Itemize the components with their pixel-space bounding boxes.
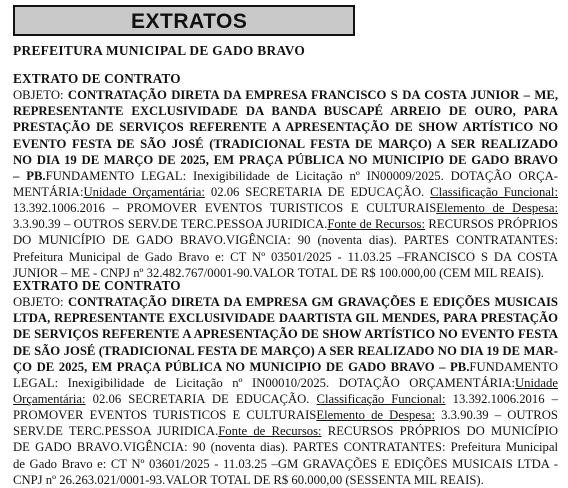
text-span: 13.392.1006.2016 – (445, 391, 558, 406)
bold-text: DE SÃO JOSÉ (TRADICIONAL FESTA DE MARÇO) A SER REALIZADO NO DIA 19 DE MAR- (13, 343, 558, 358)
text-line (13, 119, 558, 135)
underlined-label: Classificação Funcional: (430, 184, 558, 199)
bold-text: NO DIA 19 DE MARÇO DE 2025, EM PRAÇA PÚBLICA NO MUNICIPIO DE GADO BRAVO (13, 152, 558, 167)
text-line (13, 184, 558, 200)
contract-extract-title: EXTRATO DE CONTRATO (13, 278, 181, 293)
text-line (13, 439, 558, 455)
text-line (13, 423, 558, 439)
text-span: MENTÁRIA: (13, 184, 84, 199)
underlined-label: Unidade Orçamentária: (83, 184, 205, 199)
text-span: FUNDAMENTO (469, 359, 558, 374)
text-span: SERV.DE TERC.PESSOA JURIDICA. (13, 424, 219, 439)
contract-extract-title: EXTRATO DE CONTRATO (13, 71, 181, 86)
contract-extract-2 (13, 278, 558, 488)
text-line (13, 472, 558, 488)
text-line (13, 152, 558, 168)
text-span: 02.06 SECRETARIA DE EDUCAÇÃO. (85, 391, 317, 406)
text-span: FUNDAMENTO LEGAL: Inexigibilidade de Licitação nº IN00009/2025. DOTAÇÃO ORÇA- (45, 168, 558, 183)
text-line (13, 168, 558, 184)
text-span: RECURSOS PRÓPRIOS (425, 217, 558, 232)
text-span: DO MUNICÍPIO DE GADO BRAVO.VIGÊNCIA: 90 (noventa dias). PARTES CONTRATANTES: (13, 233, 558, 248)
section-header-title: EXTRATOS (131, 10, 248, 33)
text-line (13, 87, 558, 103)
bold-text: LTDA, REPRESENTANTE EXCLUSIVIDADE DAARTISTA GIL MENDES, PARA PRESTAÇÃO (13, 311, 558, 326)
text-line (13, 216, 558, 232)
bold-text: DE SERVIÇOS REFERENTE A APRESENTAÇÃO DE SHOW ARTÍSTICO NO EVENTO FESTA (13, 327, 558, 342)
text-line (13, 456, 558, 472)
text-span: DE GADO BRAVO.VIGÊNCIA: 90 (noventa dias). PARTES CONTRATANTES: Prefeitura Municipal (13, 440, 558, 455)
underlined-label: Classificação Funcional: (316, 391, 446, 406)
text-line (13, 294, 558, 310)
contract-extract-1 (13, 71, 558, 281)
bold-text: ÇO DE 2025, EM PRAÇA PÚBLICA NO MUNICIPIO DE GADO BRAVO – PB. (13, 359, 470, 374)
text-line (13, 407, 558, 423)
bold-text: REPRESENTANTE EXCLUSIVIDADE DA BANDA BUSCAPÉ ARREIO DE OURO, PARA (13, 104, 558, 119)
section-header-bar (13, 5, 355, 36)
text-span: OBJETO: (13, 295, 68, 310)
text-line (13, 232, 558, 248)
underlined-label: Fonte de Recursos: (218, 424, 322, 439)
text-span: 3.3.90.39 – OUTROS (434, 408, 558, 423)
underlined-label: Elemento de Despesa: (436, 201, 558, 216)
underlined-label: Fonte de Recursos: (327, 217, 426, 232)
text-span: JUNIOR – ME - CNPJ nº 32.482.767/0001-90.VALOR TOTAL DE R$ 100.000,00 (CEM MIL REAIS). (13, 265, 544, 280)
text-span: OBJETO: (13, 88, 68, 103)
text-line (13, 326, 558, 342)
text-line (13, 249, 558, 265)
bold-text: PRESTAÇÃO DE SERVIÇOS REFERENTE A APRESENTAÇÃO DE SHOW ARTÍSTICO NO (13, 120, 558, 135)
text-span: 02.06 SECRETARIA DE EDUCAÇÃO. (204, 184, 431, 199)
bold-text: CONTRATAÇÃO DIRETA DA EMPRESA FRANCISCO S DA COSTA JUNIOR – ME, (67, 88, 558, 103)
text-span: RECURSOS PRÓPRIOS DO MUNICÍPIO (321, 424, 558, 439)
underlined-label: Orçamentária: (13, 391, 86, 406)
text-line (13, 310, 558, 326)
text-span: 3.3.90.39 – OUTROS SERV.DE TERC.PESSOA JURIDICA. (13, 217, 328, 232)
underlined-label: Unidade (515, 375, 558, 390)
text-line (13, 103, 558, 119)
text-line (13, 343, 558, 359)
bold-text: EVENTO FESTA DE SÃO JOSÉ (TRADICIONAL FESTA DE MARÇO) A SER REALIZADO (13, 136, 558, 151)
text-line (13, 391, 558, 407)
underlined-label: Elemento de Despesa: (316, 408, 435, 423)
text-span: LEGAL: Inexigibilidade de Licitação nº IN00010/2025. DOTAÇÃO ORÇAMENTÁRIA: (13, 375, 516, 390)
text-line (13, 200, 558, 216)
text-span: de Gado Bravo e: CT Nº 03601/2025 - 11.03.25 –GM GRAVAÇÕES E EDIÇÕES MUSICAIS LTDA - (13, 456, 558, 471)
text-line (13, 359, 558, 375)
bold-text: CONTRATAÇÃO DIRETA DA EMPRESA GM GRAVAÇÕES E EDIÇÕES MUSICAIS (68, 295, 558, 310)
text-line (13, 136, 558, 152)
text-span: 13.392.1006.2016 – PROMOVER EVENTOS TURISTICOS E CULTURAIS (13, 201, 437, 216)
text-span: CNPJ nº 26.263.021/0001-93.VALOR TOTAL DE R$ 60.000,00 (SESSENTA MIL REAIS). (13, 472, 484, 487)
text-span: Prefeitura Municipal de Gado Bravo e: CT Nº 03501/2025 - 11.03.25 –FRANCISCO S DA COSTA (13, 249, 558, 264)
text-line (13, 375, 558, 391)
contract-extract-body (13, 87, 558, 281)
contract-extract-body (13, 294, 558, 488)
text-span: PROMOVER EVENTOS TURISTICOS E CULTURAIS (13, 408, 317, 423)
bold-text: – PB. (13, 168, 46, 183)
issuer-heading: PREFEITURA MUNICIPAL DE GADO BRAVO (13, 43, 306, 58)
